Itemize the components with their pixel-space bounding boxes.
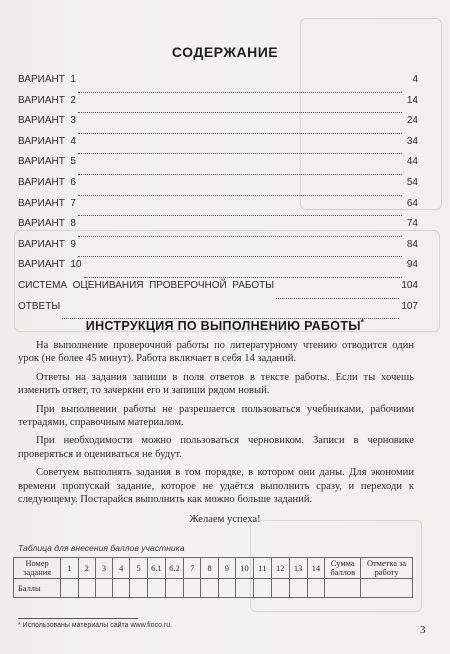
- score-cell[interactable]: [130, 579, 147, 598]
- toc-leader-dots: [78, 111, 402, 113]
- toc-entry-page: 107: [401, 300, 418, 312]
- toc-entry: [18, 177, 418, 198]
- score-cell[interactable]: [184, 579, 201, 598]
- score-cell[interactable]: [113, 579, 130, 598]
- footnote-mark: *: [360, 318, 365, 327]
- toc-entry-page: 24: [406, 115, 418, 127]
- toc-entry-page: 64: [406, 197, 418, 209]
- task-number-cell: 11: [253, 558, 271, 579]
- toc-entry: [18, 239, 418, 260]
- score-cell[interactable]: [165, 579, 183, 598]
- good-luck-text: Желаем успеха!: [189, 514, 261, 525]
- score-cell[interactable]: [78, 579, 95, 598]
- page-number: 3: [420, 624, 426, 636]
- score-label: Баллы: [14, 579, 61, 598]
- toc-leader-dots: [84, 276, 402, 278]
- instruction-paragraph: При выполнении работы не разрешается пользоваться учебниками, рабочими тетрадями, справочным материалом.: [18, 403, 414, 429]
- task-number-cell: 8: [201, 558, 218, 579]
- toc-entry-label: СИСТЕМА ОЦЕНИВАНИЯ ПРОВЕРОЧНОЙ РАБОТЫ: [18, 279, 275, 291]
- task-number-row: [14, 558, 413, 579]
- toc-entry-label: ВАРИАНТ 9: [18, 238, 76, 250]
- toc-entry: [18, 74, 418, 95]
- instructions-title-text: ИНСТРУКЦИЯ ПО ВЫПОЛНЕНИЮ РАБОТЫ: [85, 319, 361, 334]
- toc-leader-dots: [78, 214, 402, 216]
- task-number-cell: 6.1: [147, 558, 165, 579]
- toc-entry: [18, 259, 418, 280]
- toc-entry: [18, 198, 418, 219]
- score-cell[interactable]: [253, 579, 271, 598]
- mark-label: Отметка за работу: [361, 558, 413, 579]
- instruction-paragraph: На выполнение проверочной работы по литературному чтению отводится один урок (не более 45 минут). Работа включает в себя 14 заданий.: [18, 340, 414, 365]
- toc-entry-page: 54: [406, 176, 418, 188]
- table-of-contents: [18, 74, 418, 321]
- toc-entry-label: ВАРИАНТ 7: [18, 197, 76, 209]
- footnote: * Использованы материалы сайта www.fioco.ru.: [18, 622, 173, 629]
- task-number-cell: 1: [61, 558, 78, 579]
- toc-leader-dots: [78, 91, 402, 93]
- sum-label: Сумма баллов: [325, 558, 361, 579]
- toc-entry: [18, 115, 418, 136]
- instruction-paragraph: При необходимости можно пользоваться черновиком. Записи в черновике проверяться и оцениваться не будут.: [18, 435, 414, 460]
- toc-entry-page: 84: [406, 238, 418, 250]
- footnote-divider: [18, 618, 138, 619]
- score-cell[interactable]: [95, 579, 112, 598]
- toc-entry-label: ОТВЕТЫ: [18, 300, 61, 312]
- task-number-cell: 9: [218, 558, 235, 579]
- score-cell[interactable]: [307, 579, 325, 598]
- toc-entry-page: 74: [406, 218, 418, 230]
- task-number-cell: 6.2: [165, 558, 183, 579]
- toc-leader-dots: [78, 173, 402, 175]
- score-cell[interactable]: [236, 579, 254, 598]
- toc-entry-label: ВАРИАНТ 6: [18, 176, 76, 188]
- toc-entry-page: 94: [406, 259, 418, 271]
- toc-leader-dots: [78, 255, 402, 257]
- toc-entry-label: ВАРИАНТ 5: [18, 156, 76, 168]
- toc-entry-label: ВАРИАНТ 1: [18, 74, 76, 85]
- score-cell[interactable]: [218, 579, 235, 598]
- toc-entry-page: 44: [406, 156, 418, 168]
- score-cell[interactable]: [147, 579, 165, 598]
- score-table: [13, 557, 413, 598]
- toc-entry-page: 14: [406, 94, 418, 106]
- toc-entry: [18, 156, 418, 177]
- toc-leader-dots: [78, 152, 402, 154]
- score-cell[interactable]: [289, 579, 307, 598]
- toc-leader-dots: [78, 194, 402, 196]
- task-number-cell: 4: [113, 558, 130, 579]
- task-number-cell: 5: [130, 558, 147, 579]
- score-cell[interactable]: [271, 579, 289, 598]
- toc-entry-label: ВАРИАНТ 3: [18, 115, 76, 127]
- sum-cell[interactable]: [325, 579, 361, 598]
- toc-title: СОДЕРЖАНИЕ: [171, 44, 279, 60]
- instructions-body: [18, 339, 414, 511]
- toc-entry-label: ВАРИАНТ 10: [18, 259, 82, 271]
- instruction-paragraph: Советуем выполнять задания в том порядке, в котором они даны. Для экономии времени пропускай задание, которое не удаётся выполнить сразу, и переходи к следующему. Постарайся выполнить как можно больше заданий.: [18, 467, 414, 506]
- task-number-cell: 13: [289, 558, 307, 579]
- toc-entry: [18, 280, 418, 301]
- toc-entry: [18, 136, 418, 157]
- toc-entry-page: 104: [401, 279, 418, 291]
- toc-leader-dots: [78, 235, 402, 237]
- toc-entry-page: 34: [406, 135, 418, 147]
- score-row: [14, 579, 413, 598]
- toc-entry-page: 4: [412, 74, 418, 85]
- toc-leader-dots: [78, 132, 402, 134]
- score-table-caption: Таблица для внесения баллов участника: [18, 543, 185, 553]
- mark-cell[interactable]: [361, 579, 413, 598]
- task-number-cell: 10: [236, 558, 254, 579]
- toc-entry-label: ВАРИАНТ 4: [18, 135, 76, 147]
- instructions-title: [0, 318, 450, 333]
- task-number-cell: 12: [271, 558, 289, 579]
- score-cell[interactable]: [61, 579, 78, 598]
- task-number-cell: 7: [184, 558, 201, 579]
- score-cell[interactable]: [201, 579, 218, 598]
- task-number-label: Номер задания: [14, 558, 61, 579]
- task-number-cell: 3: [95, 558, 112, 579]
- toc-entry: [18, 95, 418, 116]
- task-number-cell: 14: [307, 558, 325, 579]
- toc-leader-dots: [276, 297, 399, 299]
- toc-entry-label: ВАРИАНТ 2: [18, 94, 76, 106]
- instruction-paragraph: Ответы на задания запиши в поля ответов в тексте работы. Если ты хочешь изменить ответ, то зачеркни его и запиши рядом новый.: [18, 371, 414, 397]
- toc-entry: [18, 218, 418, 239]
- task-number-cell: 2: [78, 558, 95, 579]
- toc-entry-label: ВАРИАНТ 8: [18, 218, 76, 230]
